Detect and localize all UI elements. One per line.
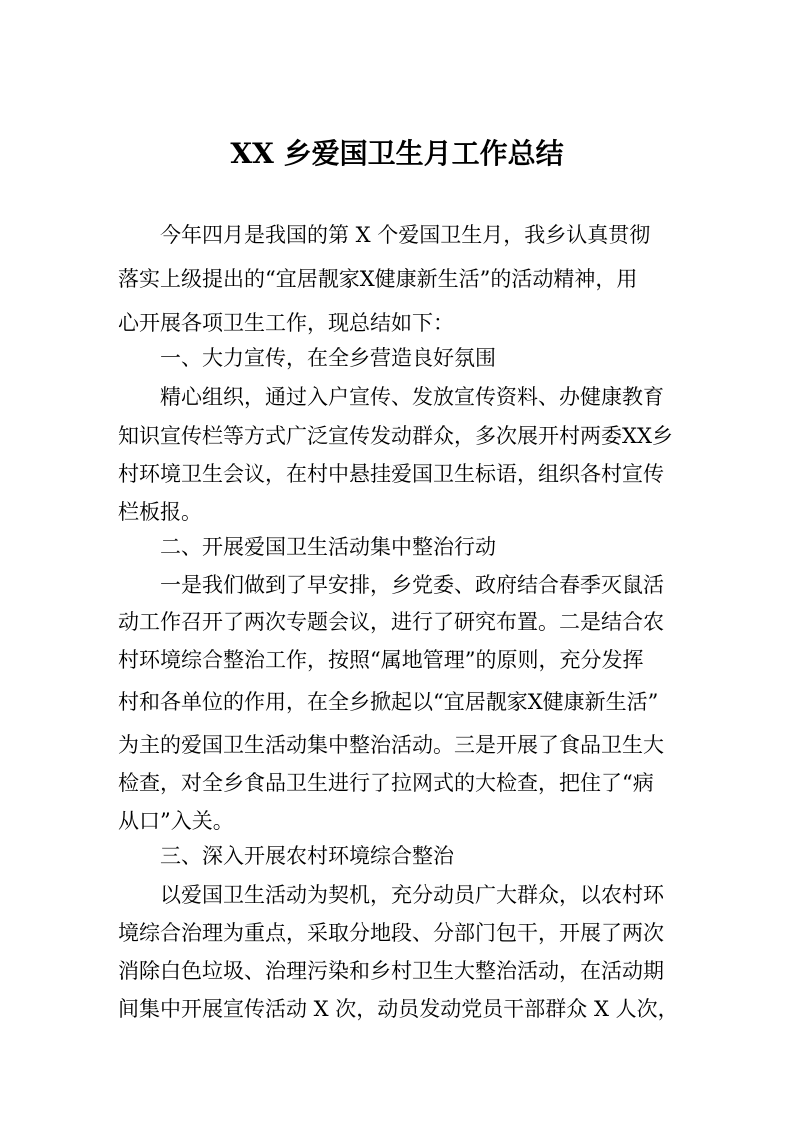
paragraph-line: 消除白色垃圾、治理污染和乡村卫生大整治活动，在活动期: [118, 959, 664, 983]
paragraph-line: 精心组织，通过入户宣传、发放宣传资料、办健康教育: [160, 385, 664, 409]
section-heading: 二、开展爱国卫生活动集中整治行动: [160, 535, 496, 559]
section-heading: 一、大力宣传，在全乡营造良好氛围: [160, 346, 496, 370]
paragraph-line: 从口”入关。: [118, 809, 234, 833]
section-heading: 三、深入开展农村环境综合整治: [160, 844, 454, 868]
document-title: XX 乡爱国卫生月工作总结: [230, 137, 564, 170]
paragraph-line: 村和各单位的作用，在全乡掀起以“宜居靓家X健康新生活”: [118, 690, 659, 714]
paragraph-line: 心开展各项卫生工作，现总结如下：: [118, 311, 454, 335]
paragraph-line: 落实上级提出的“宜居靓家X健康新生活”的活动精神，用: [118, 267, 638, 291]
paragraph-line: 动工作召开了两次专题会议，进行了研究布置。二是结合农: [118, 610, 664, 634]
paragraph-line: 以爱国卫生活动为契机，充分动员广大群众，以农村环: [160, 883, 664, 907]
paragraph-line: 今年四月是我国的第 X 个爱国卫生月，我乡认真贯彻: [160, 223, 651, 247]
paragraph-line: 栏板报。: [118, 500, 202, 524]
paragraph-line: 村环境卫生会议，在村中悬挂爱国卫生标语，组织各村宣传: [118, 462, 664, 486]
paragraph-line: 间集中开展宣传活动 X 次，动员发动党员干部群众 X 人次，: [118, 997, 679, 1021]
paragraph-line: 村环境综合整治工作，按照“属地管理”的原则，充分发挥: [118, 648, 644, 672]
paragraph-line: 为主的爱国卫生活动集中整治活动。三是开展了食品卫生大: [118, 733, 664, 757]
paragraph-line: 一是我们做到了早安排，乡党委、政府结合春季灭鼠活: [160, 573, 664, 597]
paragraph-line: 境综合治理为重点，采取分地段、分部门包干，开展了两次: [118, 921, 664, 945]
paragraph-line: 知识宣传栏等方式广泛宣传发动群众，多次展开村两委XX乡: [118, 424, 673, 448]
paragraph-line: 检查，对全乡食品卫生进行了拉网式的大检查，把住了“病: [118, 771, 654, 795]
